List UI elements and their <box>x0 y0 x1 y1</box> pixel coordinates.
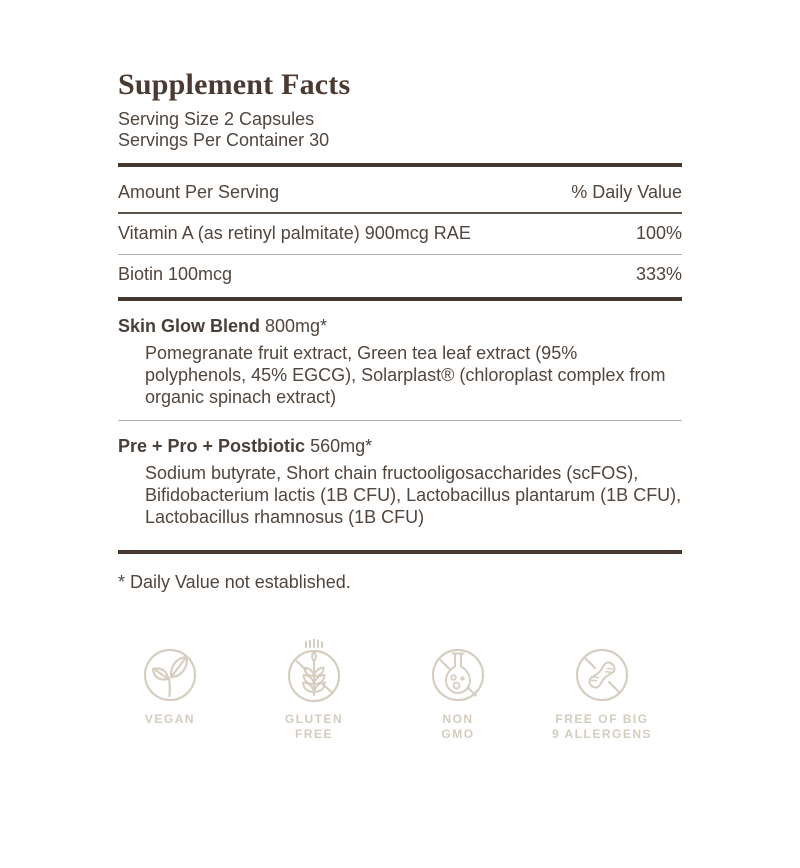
badge-allergen-free <box>550 639 654 742</box>
divider-thick <box>118 550 682 554</box>
badge-label <box>285 712 343 742</box>
badge-label <box>552 712 652 742</box>
table-header-row <box>118 167 682 212</box>
blend-name: Skin Glow Blend <box>118 316 261 336</box>
servings-per-container-text: Servings Per Container 30 <box>118 130 330 150</box>
page-title: Supplement Facts <box>118 68 351 101</box>
badge-label <box>441 712 474 742</box>
blend-amount: 800mg* <box>265 316 328 336</box>
badge-label-line: NON <box>442 712 474 726</box>
badge-label-line: 9 ALLERGENS <box>551 727 653 741</box>
badge-gluten-free <box>262 639 366 742</box>
divider-light <box>118 420 682 421</box>
blend-section-pre-pro-postbiotic <box>118 435 682 528</box>
blend-ingredients: Pomegranate fruit extract, Green tea leaf extract (95% polyphenols, 45% EGCG), Solarplast® (chloroplast complex from organic spinach extract) <box>145 343 666 407</box>
badge-label-line: FREE OF BIG <box>555 712 649 726</box>
table-row-biotin <box>118 255 682 297</box>
badge-label-line: FREE <box>294 727 333 741</box>
table-row-vitamin-a <box>118 214 682 254</box>
badge-label-line: VEGAN <box>144 712 196 726</box>
nutrient-daily-value: 100% <box>635 223 682 243</box>
nutrient-name: Biotin 100mcg <box>118 264 233 284</box>
non-gmo-icon <box>430 639 486 703</box>
divider-thick <box>118 297 682 301</box>
vegan-icon <box>142 639 198 703</box>
blend-heading <box>118 435 682 457</box>
nutrient-name: Vitamin A (as retinyl palmitate) 900mcg RAE <box>118 223 471 243</box>
serving-info <box>118 109 682 151</box>
certification-badges <box>118 639 682 742</box>
badge-non-gmo <box>406 639 510 742</box>
badge-label-line: GMO <box>441 727 475 741</box>
badge-vegan <box>118 639 222 742</box>
amount-per-serving-header: Amount Per Serving <box>118 182 280 202</box>
badge-label <box>145 712 195 727</box>
allergen-free-icon <box>574 639 630 703</box>
blend-ingredients: Sodium butyrate, Short chain fructooligosaccharides (scFOS), Bifidobacterium lactis (1B CFU), Lactobacillus plantarum (1B CFU), Lactobacillus rhamnosus (1B CFU) <box>145 463 682 527</box>
blend-section-skin-glow <box>118 315 682 408</box>
blend-amount: 560mg* <box>310 436 373 456</box>
daily-value-footnote: * Daily Value not established. <box>118 572 351 592</box>
blend-heading <box>118 315 682 337</box>
daily-value-header: % Daily Value <box>571 182 682 202</box>
gluten-free-icon <box>286 639 342 703</box>
serving-size-text: Serving Size 2 Capsules <box>118 109 315 129</box>
supplement-facts-label <box>118 68 682 742</box>
nutrient-daily-value: 333% <box>635 264 682 284</box>
blend-name: Pre + Pro + Postbiotic <box>118 436 306 456</box>
badge-label-line: GLUTEN <box>284 712 344 726</box>
